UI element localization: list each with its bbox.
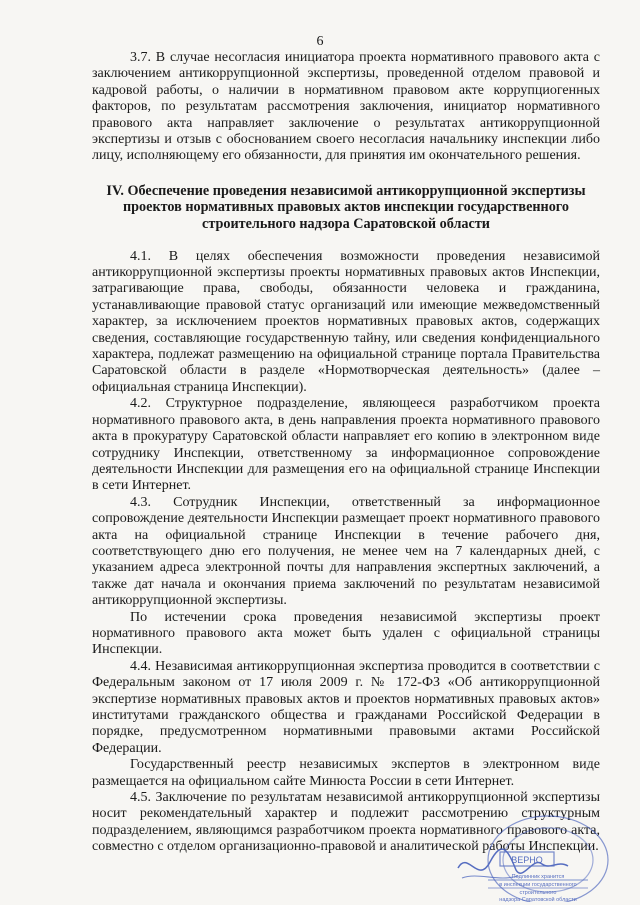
paragraph-3-7: 3.7. В случае несогласия инициатора проекта нормативного правового акта с заключением антикоррупционной экспертизы, проведенной отделом правовой и кадровой работы, о наличии в нормативном правовом акте коррупциогенных факторов, по результатам рассмотрения заключения, инициатор нормативного правового акта направляет заключение о результатах антикоррупционной экспертизы и отзыв с обоснованием своего несогласия начальнику инспекции либо лицу, исполняющему его обязанности, для принятия им окончательного решения. xyxy=(92,50,600,164)
paragraph-registry: Государственный реестр независимых экспертов в электронном виде размещается на официальном сайте Минюста России в сети Интернет. xyxy=(92,757,600,789)
paragraph-4-4: 4.4. Независимая антикоррупционная экспертиза проводится в соответствии с Федеральным законом от 17 июля 2009 г. № 172-ФЗ «Об антикоррупционной экспертизе нормативных правовых актов и проектов нормативных правовых актов» институтами гражданского общества и гражданами Российской Федерации в порядке, предусмотренном нормативными правовыми актами Российской Федерации. xyxy=(92,658,600,756)
stamp-verno-text: ВЕРНО xyxy=(511,855,543,865)
page-number: 6 xyxy=(316,34,324,49)
stamp-line-2: в инспекции государственного xyxy=(499,882,577,888)
paragraph-4-1: 4.1. В целях обеспечения возможности проведения независимой антикоррупционной экспертизы проекты нормативных правовых актов Инспекции, затрагивающие права, свободы, обязанности человека и гражданина, устанавливающие правовой статус организаций или имеющие межведомственный характер, за исключением проектов нормативных правовых актов, содержащих сведения, составляющие государственную тайну, или сведения конфиденциального характера, подлежат размещению на официальной странице портала Правительства Саратовской области в разделе «Нормотворческая деятельность» (далее – официальная страница Инспекции). xyxy=(92,248,600,395)
paragraph-4-2: 4.2. Структурное подразделение, являющееся разработчиком проекта нормативного правового акта, в день направления проекта нормативного правового акта в прокуратуру Саратовской области направляет его копию в электронном виде сотруднику Инспекции, ответственному за информационное сопровождение деятельности Инспекции для размещения его на официальной странице Инспекции в сети Интернет. xyxy=(92,396,600,494)
paragraph-4-3-removal: По истечении срока проведения независимой экспертизы проект нормативного правового акта может быть удален с официальной страницы Инспекции. xyxy=(92,609,600,658)
stamp-line-4: надзора Саратовской области xyxy=(499,897,577,902)
signature-flourish-icon xyxy=(462,876,518,878)
stamp-line-1: Подлинник хранится xyxy=(511,874,565,880)
paragraph-4-3: 4.3. Сотрудник Инспекции, ответственный за информационное сопровождение деятельности Инспекции размещает проект нормативного правового акта на официальной странице Инспекции в течение рабочего дня, соответствующего дню его получения, не менее чем на 7 календарных дней, с указанием адреса электронной почты для направления экспертных заключений, а также дат начала и окончания приема заключений по результатам независимой антикоррупционной экспертизы. xyxy=(92,494,600,609)
paragraph-4-5: 4.5. Заключение по результатам независимой антикоррупционной экспертизы носит рекомендательный характер и подлежит рассмотрению структурным подразделением, являющимся разработчиком проекта нормативного правового акта, совместно с отделом организационно-правовой и аналитической работы Инспекции. xyxy=(92,790,600,855)
document-body xyxy=(92,50,600,856)
stamp-line-3: строительного xyxy=(519,890,557,896)
section-heading: IV. Обеспечение проведения независимой антикоррупционной экспертизы проектов нормативных правовых актов инспекции государственного строительного надзора Саратовской области xyxy=(106,182,586,233)
